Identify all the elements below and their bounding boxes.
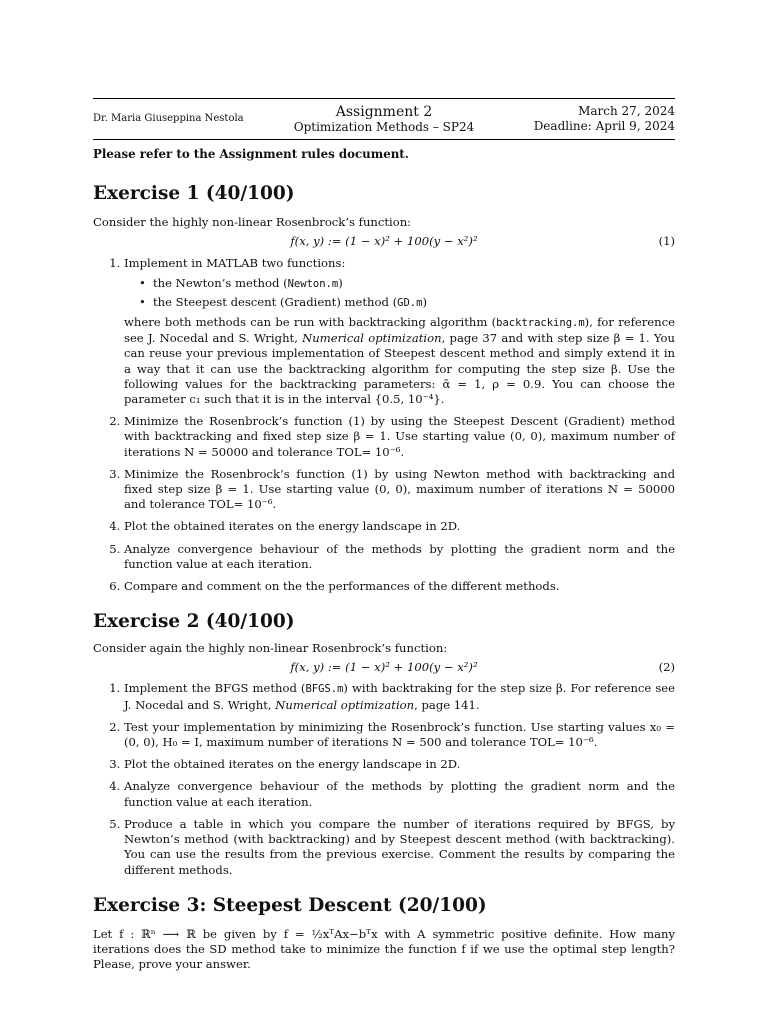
- exercise-2-intro: Consider again the highly non-linear Rosenbrock’s function:: [93, 641, 448, 656]
- code-filename: BFGS.m: [305, 683, 344, 696]
- list-item: 6. Compare and comment on the the performances of the different methods.: [124, 579, 675, 594]
- text-part: , page 37 and with step size β = 1. You can reuse your previous implementation of Steepest descent method and simply extend it in a way that it can use the backtracking algorithm for computing the step size β. Use the following values for the backtracking parameters: ᾱ = 1, ρ = 0.9. You can choose the parameter c₁ such that it is in the interval {0.5, 10⁻⁴}.: [124, 331, 675, 407]
- exercise-2-heading: Exercise 2 (40/100): [93, 611, 295, 633]
- header-center: [283, 104, 485, 135]
- text-part: ), for reference see J. Nocedal and S. Wright,: [124, 315, 675, 346]
- assignment-page: [93, 98, 675, 972]
- assignment-title: Assignment 2: [335, 103, 433, 120]
- course-name: Optimization Methods – SP24: [293, 119, 475, 134]
- list-item: 5. Analyze convergence behaviour of the methods by plotting the gradient norm and the function value at each iteration.: [124, 542, 675, 572]
- equation-2-formula: f(x, y) := (1 − x)² + 100(y − x²)²: [290, 660, 478, 675]
- list-item: 4. Analyze convergence behaviour of the methods by plotting the gradient norm and the function value at each iteration.: [124, 779, 675, 809]
- text-part: where both methods can be run with backtracking algorithm (: [124, 315, 497, 330]
- list-item: 2. Minimize the Rosenbrock’s function (1) by using the Steepest Descent (Gradient) method with backtracking and fixed step size β = 1. Use starting value (0, 0), maximum number of iterations N = 50000 and tolerance TOL= 10⁻⁶.: [124, 414, 675, 460]
- issue-date: March 27, 2024: [578, 104, 675, 118]
- item-text: Implement in MATLAB two functions:: [124, 256, 346, 271]
- header-bottom-rule: [93, 139, 675, 140]
- exercise-2-list: [93, 681, 675, 877]
- list-item: 2. Test your implementation by minimizing the Rosenbrock’s function. Use starting values x₀ = (0, 0), H₀ = I, maximum number of iterations N = 500 and tolerance TOL= 10⁻⁶.: [124, 720, 675, 750]
- book-title: Numerical optimization: [275, 697, 415, 712]
- text-part: Implement the BFGS method (: [124, 681, 306, 696]
- equation-1: [93, 234, 675, 251]
- list-item: 3. Plot the obtained iterates on the energy landscape in 2D.: [124, 757, 675, 772]
- list-item: 4. Plot the obtained iterates on the energy landscape in 2D.: [124, 519, 675, 534]
- equation-2: [93, 660, 675, 677]
- book-title: Numerical optimization: [302, 331, 442, 346]
- rules-notice: Please refer to the Assignment rules document.: [93, 147, 409, 161]
- bullet-text: the Newton’s method (: [153, 275, 288, 290]
- author-name: Dr. Maria Giuseppina Nestola: [93, 113, 244, 125]
- exercise-1-intro: Consider the highly non-linear Rosenbrock’s function:: [93, 215, 412, 230]
- exercise-3-heading: Exercise 3: Steepest Descent (20/100): [93, 894, 487, 916]
- deadline: Deadline: April 9, 2024: [533, 119, 675, 133]
- equation-1-number: (1): [658, 234, 675, 249]
- bullet-list: [124, 276, 675, 311]
- bullet-text: the Steepest descent (Gradient) method (: [153, 294, 398, 309]
- text-part: , page 141.: [414, 697, 480, 712]
- header-dates: [485, 104, 675, 134]
- exercise-1-heading: Exercise 1 (40/100): [93, 183, 295, 205]
- code-filename: Newton.m: [287, 277, 339, 290]
- code-filename: backtracking.m: [496, 317, 585, 330]
- list-item: [124, 256, 675, 407]
- exercise-3-text: Let f : ℝⁿ ⟶ ℝ be given by f = ½xᵀAx−bᵀx with A symmetric positive definite. How many iterations does the SD method take to minimize the function f if we use the optimal step length? Please, prove your answer.: [93, 926, 675, 972]
- list-item: 5. Produce a table in which you compare the number of iterations required by BFGS, by Newton’s method (with backtracking) and by Steepest descent method (with backtracking). You can use the results from the previous exercise. Comment the results by comparing the different methods.: [124, 817, 675, 878]
- list-item: [124, 681, 675, 712]
- bullet-item: • the Steepest descent (Gradient) method (GD.m): [153, 295, 675, 311]
- code-filename: GD.m: [397, 296, 423, 309]
- list-item: 3. Minimize the Rosenbrock’s function (1) by using Newton method with backtracking and fixed step size β = 1. Use starting value (0, 0), maximum number of iterations N = 50000 and tolerance TOL= 10⁻⁶.: [124, 467, 675, 513]
- document-header: [93, 99, 675, 139]
- text-part: ) with backtraking for the step size β. For reference see J. Nocedal and S. Wright,: [124, 681, 676, 712]
- bullet-item: • the Newton’s method (Newton.m): [153, 276, 675, 292]
- equation-2-number: (2): [658, 660, 675, 675]
- exercise-1-list: [93, 256, 675, 594]
- item-paragraph: [124, 315, 675, 407]
- equation-1-formula: f(x, y) := (1 − x)² + 100(y − x²)²: [290, 234, 478, 249]
